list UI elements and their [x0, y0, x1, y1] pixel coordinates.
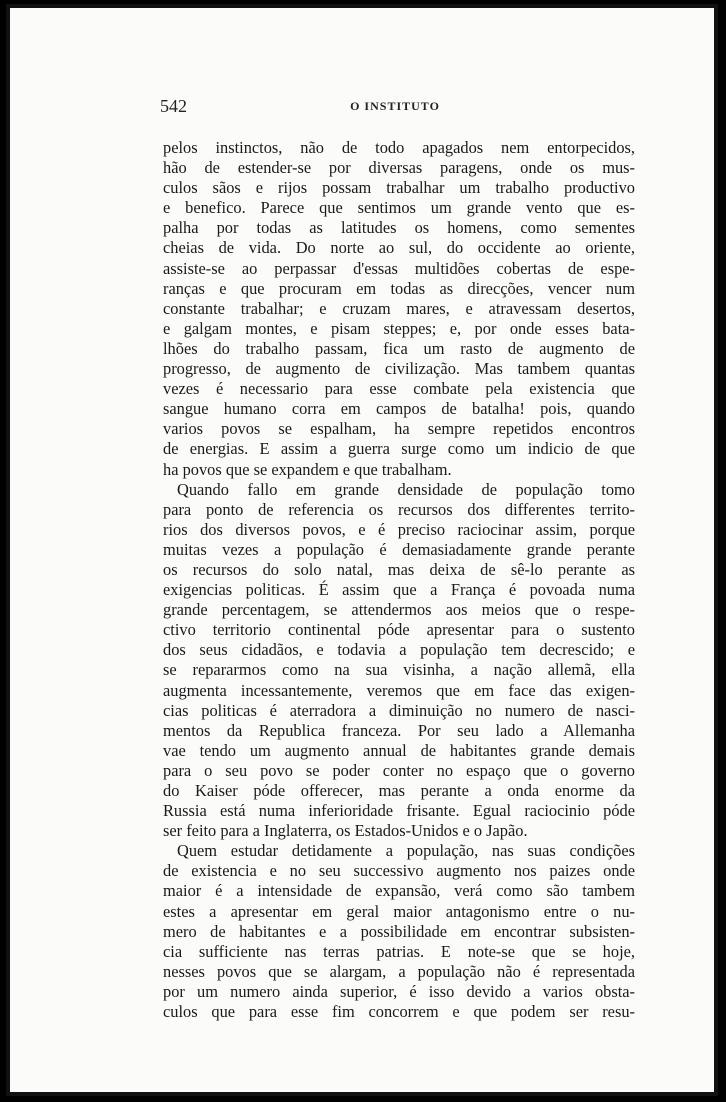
text-line: Quando fallo em grande densidade de população tomo — [177, 479, 635, 499]
text-line: exigencias politicas. É assim que a França é povoada numa — [163, 580, 635, 600]
text-line: ha povos que se expandem e que trabalham. — [163, 459, 452, 479]
text-line: e benefico. Parece que sentimos um grande vento que es- — [163, 198, 635, 218]
text-line: cheias de vida. Do norte ao sul, do occidente ao oriente, — [163, 238, 635, 258]
running-title: O INSTITUTO — [350, 99, 440, 113]
text-line: se repararmos como na sua visinha, a nação allemã, ella — [163, 660, 635, 680]
text-line: augmenta incessantemente, veremos que em face das exigen- — [163, 680, 635, 700]
book-page — [6, 4, 718, 1096]
text-line: varios povos se espalham, ha sempre repetidos encontros — [163, 419, 635, 439]
text-line: vezes é necessario para esse combate pela existencia que — [163, 379, 635, 399]
text-line: mentos da Republica franceza. Por seu lado a Allemanha — [163, 720, 635, 740]
text-line: ranças e que procuram em todas as direcções, vencer num — [163, 278, 635, 298]
text-line: rios dos diversos povos, e é preciso raciocinar assim, porque — [163, 519, 635, 539]
text-line: por um numero ainda superior, é isso devido a varios obsta- — [163, 981, 635, 1001]
text-line: nesses povos que se alargam, a população não é representada — [163, 961, 635, 981]
text-line: de existencia e no seu successivo augmento nos paizes onde — [163, 861, 635, 881]
text-line: do Kaiser póde offerecer, mas perante a onda enorme da — [163, 781, 635, 800]
page-header — [160, 96, 630, 118]
text-line: pelos instinctos, não de todo apagados nem entorpecidos, — [163, 138, 635, 157]
page-number: 542 — [160, 96, 187, 116]
text-line: maior é a intensidade de expansão, verá como são tambem — [163, 881, 635, 901]
text-line: ser feito para a Inglaterra, os Estados-Unidos e o Japão. — [163, 821, 528, 841]
text-line: palha por todas as latitudes os homens, como sementes — [163, 218, 635, 238]
text-line: mero de habitantes e a possibilidade em encontrar subsisten- — [163, 921, 635, 941]
text-line: culos que para esse fim concorrem e que podem ser resu- — [163, 1002, 635, 1022]
text-line: sangue humano corra em campos de batalha! pois, quando — [163, 399, 635, 419]
text-line: Russia está numa inferioridade frisante. Egual raciocinio póde — [163, 801, 635, 821]
text-line: hão de estender-se por diversas paragens, onde os mus- — [163, 158, 635, 178]
text-line: para o seu povo se poder conter no espaço que o governo — [163, 760, 635, 780]
text-line: muitas vezes a população é demasiadamente grande perante — [163, 539, 635, 559]
text-line: de energias. E assim a guerra surge como um indicio de que — [163, 439, 635, 459]
text-line: grande percentagem, se attendermos aos meios que o respe- — [163, 600, 635, 620]
text-line: progresso, de augmento de civilização. Mas tambem quantas — [163, 359, 635, 379]
text-line: ctivo territorio continental póde apresentar para o sustento — [163, 620, 635, 640]
text-line: vae tendo um augmento annual de habitantes grande demais — [163, 740, 635, 760]
text-line: Quem estudar detidamente a população, nas suas condições — [177, 841, 635, 861]
text-line: estes a apresentar em geral maior antagonismo entre o nu- — [163, 901, 635, 921]
body-text — [163, 138, 635, 1022]
text-line: culos sãos e rijos possam trabalhar um trabalho productivo — [163, 178, 635, 198]
text-line: assiste-se ao perpassar d'essas multidões cobertas de espe- — [163, 258, 635, 278]
text-line: constante trabalhar; e cruzam mares, e atravessam desertos, — [163, 298, 635, 318]
text-line: os recursos do solo natal, mas deixa de sê-lo perante as — [163, 559, 635, 579]
text-line: lhões do trabalho passam, fica um rasto de augmento de — [163, 338, 635, 358]
text-line: para ponto de referencia os recursos dos differentes territo- — [163, 499, 635, 519]
text-line: cias politicas é aterradora a diminuição no numero de nasci- — [163, 700, 635, 720]
text-line: e galgam montes, e pisam steppes; e, por onde esses bata- — [163, 318, 635, 338]
text-line: cia sufficiente nas terras patrias. E note-se que se hoje, — [163, 941, 635, 961]
text-line: dos seus cidadãos, e todavia a população tem decrescido; e — [163, 640, 635, 660]
